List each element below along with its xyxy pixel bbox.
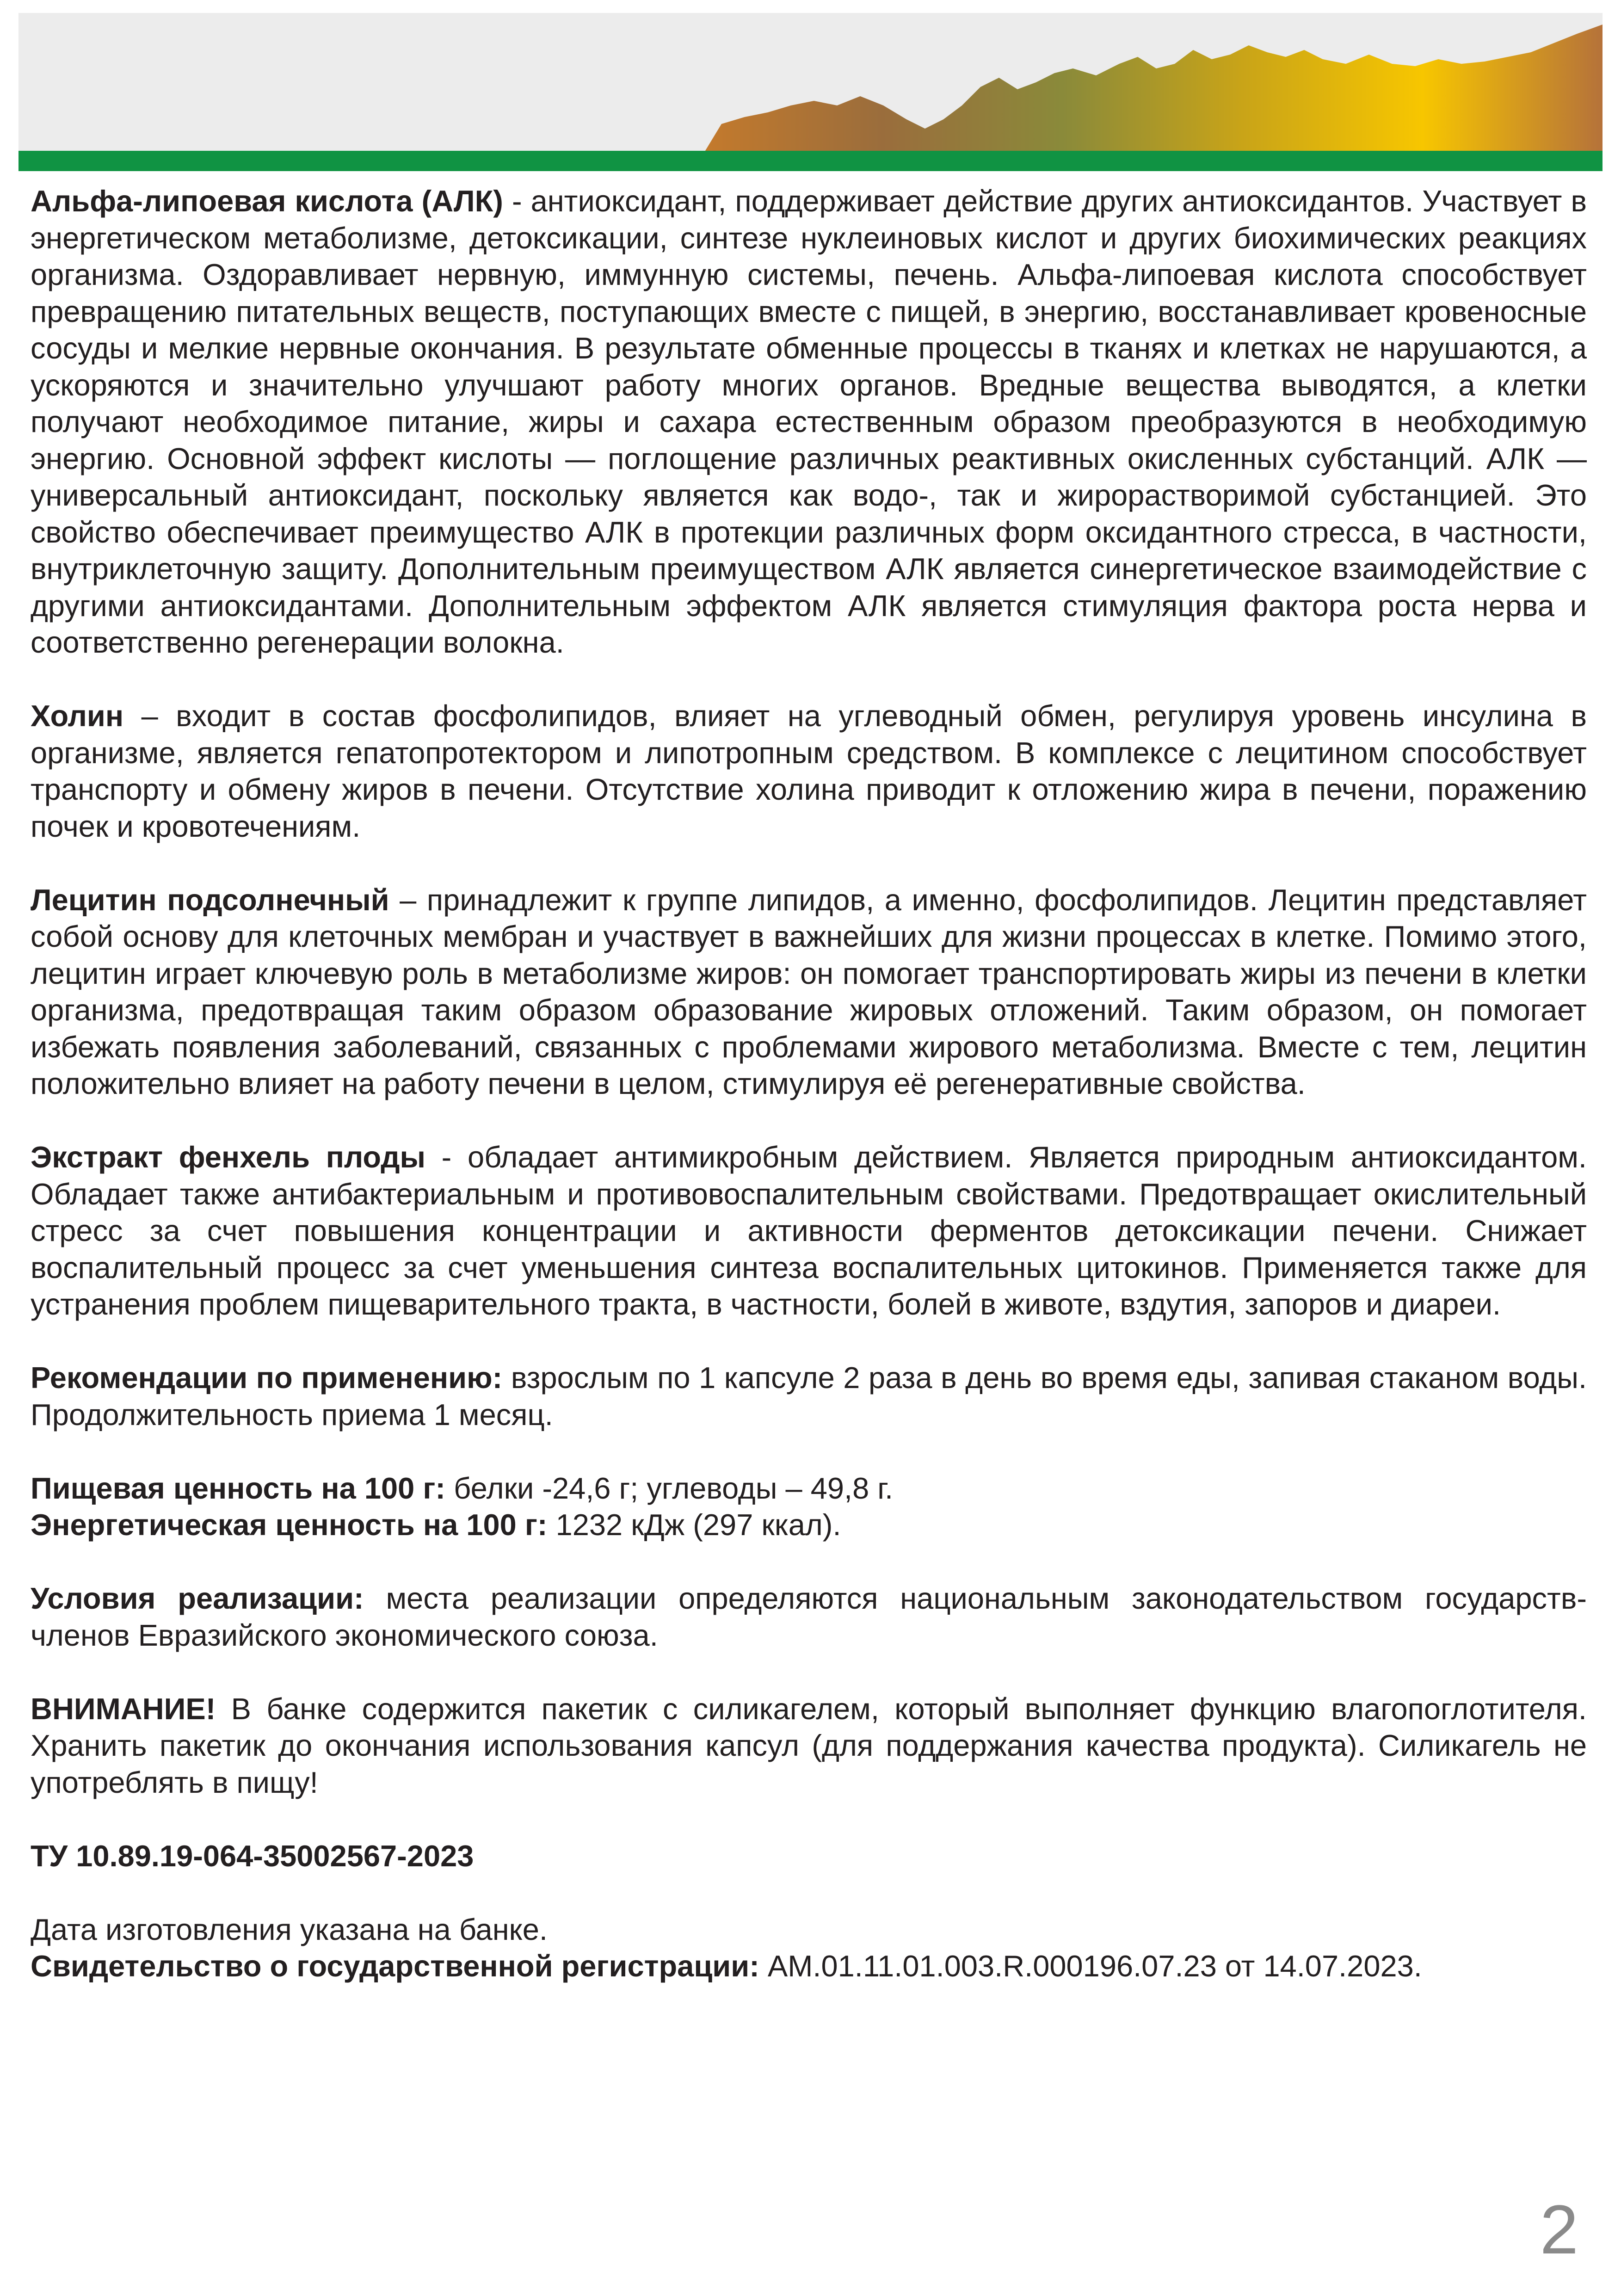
mountain-landscape-illustration <box>18 13 1603 154</box>
paragraph-alpha-lipoic-acid <box>31 183 1587 661</box>
paragraph-sale-conditions <box>31 1580 1587 1654</box>
term-alpha-lipoic-acid: Альфа-липоевая кислота (АЛК) <box>31 184 503 218</box>
text-alpha-lipoic-acid: - антиоксидант, поддерживает действие других антиоксидантов. Участвует в энергетическом метаболизме, детоксикации, синтезе нуклеиновых кислот и других биохимических реакциях организма. Оздоравливает нервную, иммунную системы, печень. Альфа-липоевая кислота способствует превращению питательных веществ, поступающих вместе с пищей, в энергию, восстанавливает кровеносные сосуды и мелкие нервные окончания. В результате обменные процессы в тканях и клетках не нарушаются, а ускоряются и значительно улучшают работу многих органов. Вредные вещества выводятся, а клетки получают необходимое питание, жиры и сахара естественным образом преобразуются в необходимую энергию. Основной эффект кислоты — поглощение различных реактивных окисленных субстанций. АЛК — универсальный антиоксидант, поскольку является как водо-, так и жирорастворимой субстанцией. Это свойство обеспечивает преимущество АЛК в протекции различных форм оксидантного стресса, в частности, внутриклеточную защиту. Дополнительным преимуществом АЛК является синергетическое взаимодействие с другими антиоксидантами. Дополнительным эффектом АЛК является стимуляция фактора роста нерва и соответственно регенерации волокна. <box>31 184 1587 659</box>
paragraph-energy <box>31 1506 1587 1543</box>
paragraph-warning <box>31 1691 1587 1801</box>
paragraph-fennel-extract <box>31 1139 1587 1323</box>
term-recommendations: Рекомендации по применению: <box>31 1361 503 1395</box>
header-green-bar <box>18 151 1603 171</box>
text-warning: В банке содержится пакетик с силикагелем, который выполняет функцию влагопоглотителя. Хранить пакетик до окончания использования капсул (для поддержания качества продукта). Силикагель не употреблять в пищу! <box>31 1691 1587 1799</box>
paragraph-lecithin <box>31 882 1587 1102</box>
paragraph-nutrition <box>31 1470 1587 1507</box>
paragraph-choline <box>31 697 1587 845</box>
text-nutrition: белки -24,6 г; углеводы – 49,8 г. <box>445 1471 894 1505</box>
paragraph-recommendations <box>31 1359 1587 1433</box>
term-sale-conditions: Условия реализации: <box>31 1581 364 1615</box>
text-recommendations: взрослым по 1 капсуле 2 раза в день во время еды, запивая стаканом воды. Продолжительность приема 1 месяц. <box>31 1361 1587 1432</box>
document-body <box>31 183 1587 1985</box>
page-number: 2 <box>1540 2191 1578 2268</box>
manufacture-date: Дата изготовления указана на банке. <box>31 1912 548 1946</box>
text-certificate: AM.01.11.01.003.R.000196.07.23 от 14.07.2023. <box>759 1949 1422 1983</box>
text-lecithin: – принадлежит к группе липидов, а именно, фосфолипидов. Лецитин представляет собой основу для клеточных мембран и участвует в важнейших для жизни процессах в клетке. Помимо этого, лецитин играет ключевую роль в метаболизме жиров: он помогает транспортировать жиры из печени в клетки организма, предотвращая таким образом образование жировых отложений. Таким образом, он помогает избежать появления заболеваний, связанных с проблемами жирового метаболизма. Вместе с тем, лецитин положительно влияет на работу печени в целом, стимулируя её регенеративные свойства. <box>31 883 1587 1100</box>
text-sale-conditions: места реализации определяются национальным законодательством государств-членов Евразийского экономического союза. <box>31 1581 1587 1652</box>
term-lecithin: Лецитин подсолнечный <box>31 883 389 917</box>
paragraph-certificate <box>31 1948 1587 1985</box>
term-choline: Холин <box>31 699 124 733</box>
text-choline: – входит в состав фосфолипидов, влияет на углеводный обмен, регулируя уровень инсулина в организме, является гепатопротектором и липотропным средством. В комплексе с лецитином способствует транспорту и обмену жиров в печени. Отсутствие холина приводит к отложению жира в печени, поражению почек и кровотечениям. <box>31 699 1587 843</box>
term-nutrition: Пищевая ценность на 100 г: <box>31 1471 446 1505</box>
term-energy: Энергетическая ценность на 100 г: <box>31 1508 548 1542</box>
term-fennel-extract: Экстракт фенхель плоды <box>31 1140 426 1174</box>
term-certificate: Свидетельство о государственной регистрации: <box>31 1949 759 1983</box>
tu-code: ТУ 10.89.19-064-35002567-2023 <box>31 1839 474 1873</box>
text-energy: 1232 кДж (297 ккал). <box>547 1508 841 1542</box>
text-fennel-extract: - обладает антимикробным действием. Является природным антиоксидантом. Обладает также антибактериальным и противовоспалительным свойствами. Предотвращает окислительный стресс за счет повышения концентрации и активности ферментов детоксикации печени. Снижает воспалительный процесс за счет уменьшения синтеза воспалительных цитокинов. Применяется также для устранения проблем пищеварительного тракта, в частности, болей в животе, вздутия, запоров и диареи. <box>31 1140 1587 1321</box>
term-warning: ВНИМАНИЕ! <box>31 1691 216 1726</box>
